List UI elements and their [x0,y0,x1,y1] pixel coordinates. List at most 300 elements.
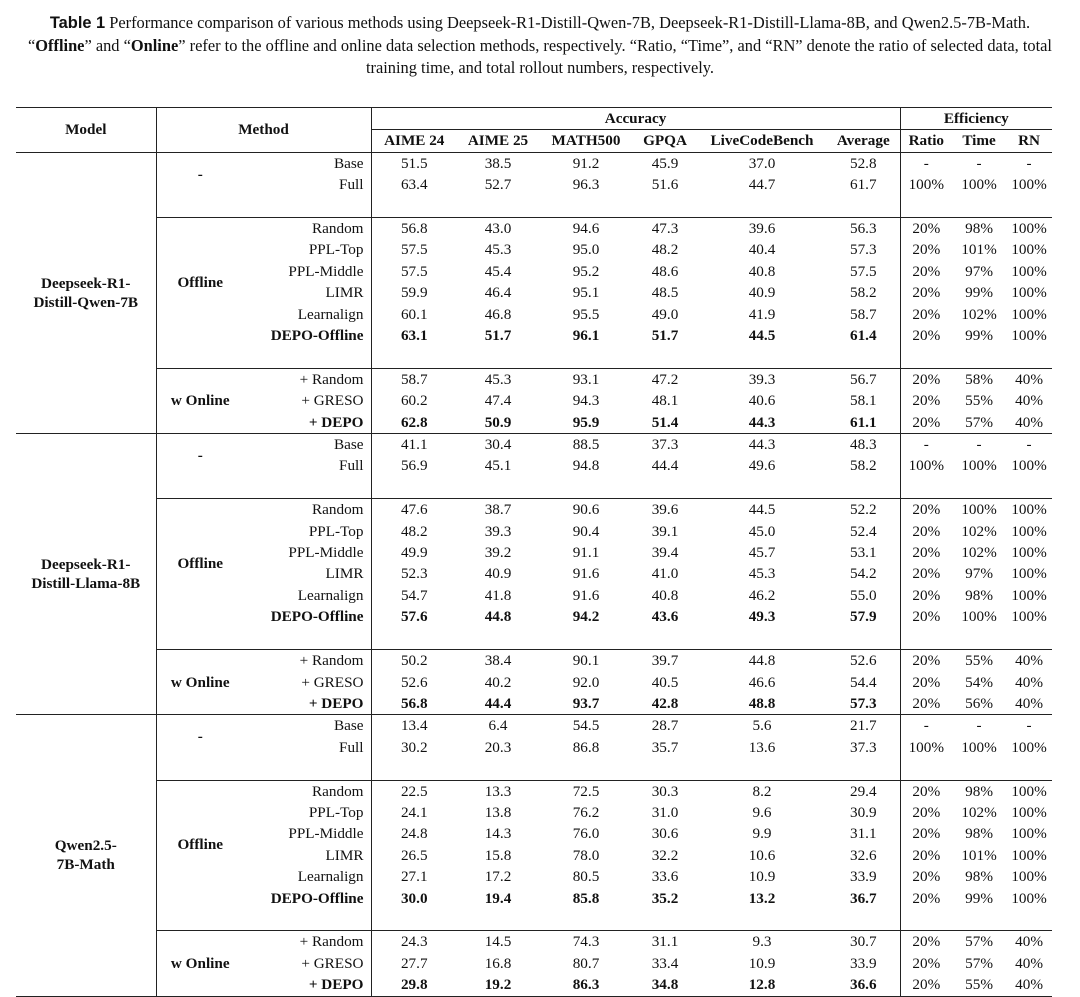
value-cell: 48.3 [849,436,877,454]
value-cell: 56.8 [371,693,457,715]
spacer-cell [900,477,1052,499]
value-cell: 44.5 [748,327,776,345]
value-cell: 20% [900,650,952,672]
spacer-cell [156,758,371,780]
value-cell: 45.3 [457,368,539,390]
value-cell: 20% [900,390,952,411]
value-cell: 91.6 [572,565,600,583]
value-cell: 48.6 [651,262,679,280]
value-cell: 37.0 [748,154,776,172]
group-spacer [16,909,1052,931]
value-cell: 46.4 [484,284,512,302]
spacer-cell [371,628,900,650]
group-spacer [16,477,1052,499]
value-cell: 95.9 [572,413,600,431]
spacer-cell [156,196,371,218]
caption-text-2: ” and “ [84,35,131,55]
value-cell: 20% [900,282,952,303]
value-cell: 56% [965,694,993,712]
value-cell: 90.6 [539,499,633,521]
value-cell: 57.5 [849,262,877,280]
method-name: DEPO-Offline [270,327,364,345]
method-name: Random [244,780,371,802]
value-cell: 58% [952,368,1006,390]
value-cell: 57.5 [371,261,457,282]
value-cell: 20% [900,845,952,866]
value-cell: 72.5 [539,780,633,802]
model-name-line: 7B-Math [56,856,115,874]
method-group-label: w Online [156,368,244,433]
value-cell: 44.8 [697,650,827,672]
value-cell: 86.3 [572,976,600,994]
value-cell: 76.2 [572,803,600,821]
value-cell: - [976,436,982,454]
value-cell: 58.7 [371,368,457,390]
value-cell: 93.7 [572,694,600,712]
value-cell: 54% [965,673,993,691]
value-cell: 100% [1011,522,1047,540]
method-name: Full [339,457,364,475]
method-name: + DEPO [308,694,364,712]
model-name-line: Distill-Qwen-7B [33,293,139,311]
value-cell: 94.6 [539,218,633,240]
value-cell: 100% [1011,825,1047,843]
value-cell: 100% [1011,846,1047,864]
value-cell: 40% [1015,673,1043,691]
value-cell: 90.4 [572,522,600,540]
value-cell: 16.8 [484,954,512,972]
value-cell: 20% [900,563,952,584]
value-cell: 33.9 [849,954,877,972]
value-cell: 102% [961,544,997,562]
value-cell: 38.5 [484,154,512,172]
value-cell: 85.8 [572,889,600,907]
value-cell: 20% [900,499,952,521]
value-cell: 10.6 [748,846,776,864]
value-cell: 40% [1006,931,1052,953]
value-cell: 55% [952,650,1006,672]
value-cell: 100% [900,174,952,195]
value-cell: 49.3 [748,608,776,626]
group-spacer [16,346,1052,368]
value-cell: 100% [1011,305,1047,323]
value-cell: 34.8 [651,976,679,994]
value-cell: 55% [965,392,993,410]
value-cell: 9.6 [752,803,772,821]
table-row [16,780,1052,802]
value-cell: 51.4 [651,413,679,431]
value-cell: 40.9 [748,284,776,302]
value-cell: 40% [1006,650,1052,672]
method-name: Random [244,499,371,521]
value-cell: 58.2 [849,457,877,475]
value-cell: 47.3 [633,218,697,240]
value-cell: 36.6 [849,976,877,994]
value-cell: 32.6 [849,846,877,864]
value-cell: 56.9 [371,455,457,476]
value-cell: 57% [965,413,993,431]
value-cell: 100% [961,176,997,194]
value-cell: 20% [900,888,952,909]
value-cell: 52.7 [484,176,512,194]
value-cell: 58.1 [849,392,877,410]
value-cell: 100% [1011,608,1047,626]
value-cell: 100% [1006,218,1052,240]
value-cell: 52.4 [849,522,877,540]
value-cell: 24.8 [371,823,457,844]
value-cell: 39.6 [633,499,697,521]
value-cell: 100% [1011,544,1047,562]
caption-text-3: ” refer to the offline and online data selection methods, respectively. “Ratio, “Time”, and “RN” denote the ratio of selected data, total training time, and total rollout numbers, respectively. [178,35,1052,77]
value-cell: 98% [965,586,993,604]
method-name: Learnalign [297,868,364,886]
col-header: MATH500 [551,132,621,150]
value-cell: 31.0 [651,803,679,821]
value-cell: 101% [961,241,997,259]
value-cell: 30.2 [371,737,457,758]
value-cell: 44.4 [484,694,512,712]
value-cell: 47.4 [484,392,512,410]
value-cell: 61.1 [849,413,877,431]
value-cell: 58.2 [849,284,877,302]
value-cell: 52.3 [371,563,457,584]
value-cell: 42.8 [651,694,679,712]
method-group-label: w Online [156,650,244,715]
value-cell: 51.7 [484,327,512,345]
value-cell: 55% [965,976,993,994]
value-cell: 97% [965,262,993,280]
value-cell: 96.3 [572,176,600,194]
value-cell: 102% [961,522,997,540]
value-cell: 41.1 [371,434,457,456]
value-cell: 49.6 [748,457,776,475]
spacer-cell [156,628,371,650]
value-cell: 13.2 [748,889,776,907]
value-cell: 44.5 [697,499,827,521]
value-cell: 22.5 [371,780,457,802]
value-cell: 58.7 [849,305,877,323]
value-cell: 33.9 [849,868,877,886]
value-cell: 95.0 [572,241,600,259]
value-cell: 100% [1011,586,1047,604]
method-name: PPL-Middle [288,262,364,280]
col-header: Ratio [900,130,952,152]
col-header: Average [836,132,890,150]
value-cell: 102% [961,803,997,821]
value-cell: 40% [1015,976,1043,994]
value-cell: 43.0 [457,218,539,240]
value-cell: 27.1 [371,866,457,887]
method-header: Method [156,108,371,153]
value-cell: 40% [1006,368,1052,390]
value-cell: 95.2 [572,262,600,280]
value-cell: 32.2 [651,846,679,864]
value-cell: 100% [1006,499,1052,521]
value-cell: 41.0 [651,565,679,583]
method-group-label: - [156,152,244,195]
value-cell: 20.3 [484,738,512,756]
value-cell: 60.1 [371,304,457,325]
value-cell: 44.3 [748,413,776,431]
model-name-line: Deepseek-R1- [41,274,131,292]
value-cell: 94.8 [572,457,600,475]
value-cell: 27.7 [371,953,457,974]
value-cell: 45.3 [484,241,512,259]
value-cell: 55.0 [849,586,877,604]
method-name: + GRESO [301,392,364,410]
value-cell: 39.3 [697,368,827,390]
method-name: + GRESO [301,954,364,972]
method-name: DEPO-Offline [270,608,364,626]
value-cell: 40% [1015,954,1043,972]
value-cell: 59.9 [371,282,457,303]
model-name-cell [16,715,156,996]
table-row [16,650,1052,672]
method-name: LIMR [325,846,364,864]
spacer-cell [371,758,900,780]
value-cell: 15.8 [484,846,512,864]
method-name: LIMR [325,565,364,583]
value-cell: 100% [900,455,952,476]
value-cell: 100% [1011,284,1047,302]
value-cell: 20% [900,585,952,606]
value-cell: 95.1 [572,284,600,302]
value-cell: 10.9 [748,954,776,972]
method-group-label: Offline [156,780,244,909]
method-name: PPL-Top [308,522,364,540]
spacer-cell [371,477,900,499]
header-row-1 [16,108,1052,130]
value-cell: 61.4 [849,327,877,345]
value-cell: 12.8 [748,976,776,994]
value-cell: 90.1 [539,650,633,672]
value-cell: 30.9 [849,803,877,821]
value-cell: 51.5 [371,152,457,174]
value-cell: 20% [900,218,952,240]
value-cell: 40% [1015,392,1043,410]
value-cell: 40.2 [484,673,512,691]
method-group-label: - [156,715,244,758]
value-cell: 14.5 [457,931,539,953]
model-name-cell [16,434,156,715]
value-cell: 44.3 [748,436,776,454]
value-cell: 57.3 [849,694,877,712]
value-cell: 43.6 [651,608,679,626]
spacer-cell [371,196,900,218]
method-name: Base [333,717,364,735]
value-cell: 99% [965,327,993,345]
value-cell: 56.3 [827,218,900,240]
method-name: DEPO-Offline [270,889,364,907]
value-cell: 44.8 [484,608,512,626]
spacer-cell [900,909,1052,931]
value-cell: 100% [1011,803,1047,821]
caption-text-1: Performance comparison of various methods using Deepseek-R1-Distill-Qwen-7B, Deepseek-R1-Distill-Llama-8B, and Qwen2.5-7B-Math. “ [28,13,1031,55]
value-cell: 24.3 [371,931,457,953]
model-name-cell [16,152,156,433]
method-group-label: w Online [156,931,244,996]
value-cell: 48.2 [371,521,457,542]
accuracy-header: Accuracy [371,108,900,130]
value-cell: 20% [900,931,952,953]
value-cell: 48.5 [651,284,679,302]
value-cell: 20% [900,823,952,844]
value-cell: 9.9 [752,825,772,843]
value-cell: 20% [900,239,952,260]
value-cell: 88.5 [572,436,600,454]
value-cell: 30.7 [827,931,900,953]
value-cell: 57.6 [371,606,457,627]
method-group-label: - [156,434,244,477]
caption-online-term: Online [130,35,179,55]
value-cell: 94.2 [572,608,600,626]
model-name-line: Distill-Llama-8B [31,575,141,593]
value-cell: 39.4 [651,544,679,562]
value-cell: 91.6 [572,586,600,604]
value-cell: 44.7 [748,176,776,194]
value-cell: 102% [961,305,997,323]
value-cell: 29.8 [371,974,457,996]
value-cell: 98% [952,780,1006,802]
value-cell: 74.3 [539,931,633,953]
value-cell: 100% [1011,262,1047,280]
group-spacer [16,758,1052,780]
value-cell: 99% [965,889,993,907]
value-cell: 39.1 [651,522,679,540]
method-name: Base [333,154,364,172]
model-header: Model [65,121,107,139]
method-name: Base [333,436,364,454]
method-group-label: Offline [156,218,244,347]
value-cell: 52.6 [827,650,900,672]
spacer-cell [156,909,371,931]
method-name: Learnalign [297,586,364,604]
method-name: Learnalign [297,305,364,323]
value-cell: 20% [900,325,952,346]
value-cell: 100% [1011,176,1047,194]
value-cell: 38.7 [457,499,539,521]
value-cell: 100% [1011,738,1047,756]
value-cell: 45.4 [484,262,512,280]
value-cell: - [1026,154,1032,172]
value-cell: 46.6 [748,673,776,691]
value-cell: 80.5 [572,868,600,886]
value-cell: 19.4 [484,889,512,907]
value-cell: 52.8 [849,154,877,172]
value-cell: 45.9 [651,154,679,172]
method-name: + Random [244,931,371,953]
value-cell: 63.1 [371,325,457,346]
value-cell: 99% [965,284,993,302]
value-cell: 30.4 [484,436,512,454]
value-cell: 56.8 [371,218,457,240]
spacer-cell [371,346,900,368]
value-cell: 39.3 [484,522,512,540]
value-cell: 28.7 [651,717,679,735]
value-cell: 50.2 [371,650,457,672]
value-cell: 60.2 [371,390,457,411]
value-cell: 80.7 [572,954,600,972]
value-cell: 20% [900,412,952,434]
value-cell: 98% [965,868,993,886]
method-name: + DEPO [308,976,364,994]
method-name: + GRESO [301,673,364,691]
value-cell: 20% [900,802,952,823]
value-cell: 13.6 [748,738,776,756]
value-cell: 57.3 [849,241,877,259]
value-cell: 10.9 [748,868,776,886]
value-cell: 20% [900,304,952,325]
model-name-line: Deepseek-R1- [41,556,131,574]
value-cell: 37.3 [651,436,679,454]
group-spacer [16,196,1052,218]
value-cell: 100% [952,499,1006,521]
value-cell: 35.2 [651,889,679,907]
value-cell: 95.5 [572,305,600,323]
value-cell: 54.7 [371,585,457,606]
value-cell: 6.4 [488,717,508,735]
table-row [16,152,1052,174]
value-cell: 17.2 [484,868,512,886]
value-cell: 20% [900,672,952,693]
col-header: LiveCodeBench [710,132,814,150]
value-cell: 52.6 [371,672,457,693]
method-name: + Random [244,368,371,390]
value-cell: 78.0 [572,846,600,864]
value-cell: 20% [900,542,952,563]
value-cell: 46.8 [484,305,512,323]
value-cell: 91.2 [572,154,600,172]
value-cell: 38.4 [457,650,539,672]
value-cell: 9.3 [697,931,827,953]
value-cell: 61.7 [849,176,877,194]
value-cell: - [976,717,982,735]
value-cell: 76.0 [572,825,600,843]
col-header: Time [962,132,996,150]
value-cell: 100% [961,457,997,475]
value-cell: 100% [1011,868,1047,886]
value-cell: 13.4 [371,715,457,737]
value-cell: 91.1 [572,544,600,562]
value-cell: 50.9 [484,413,512,431]
model-name-line: Qwen2.5- [54,837,117,855]
value-cell: 19.2 [484,976,512,994]
value-cell: 92.0 [572,673,600,691]
value-cell: 49.9 [371,542,457,563]
method-name: + Random [244,650,371,672]
value-cell: 40.9 [484,565,512,583]
value-cell: - [900,434,952,456]
value-cell: 54.2 [849,565,877,583]
value-cell: 20% [900,953,952,974]
value-cell: 39.2 [484,544,512,562]
value-cell: 47.6 [371,499,457,521]
col-header: AIME 24 [371,130,457,152]
value-cell: 98% [952,218,1006,240]
value-cell: 31.1 [633,931,697,953]
value-cell: 100% [900,737,952,758]
value-cell: 30.0 [371,888,457,909]
value-cell: 33.6 [651,868,679,886]
table-row [16,715,1052,737]
value-cell: 97% [965,565,993,583]
value-cell: 40% [1015,413,1043,431]
value-cell: - [1026,717,1032,735]
value-cell: 45.1 [484,457,512,475]
group-spacer [16,628,1052,650]
value-cell: 54.5 [572,717,600,735]
value-cell: 26.5 [371,845,457,866]
